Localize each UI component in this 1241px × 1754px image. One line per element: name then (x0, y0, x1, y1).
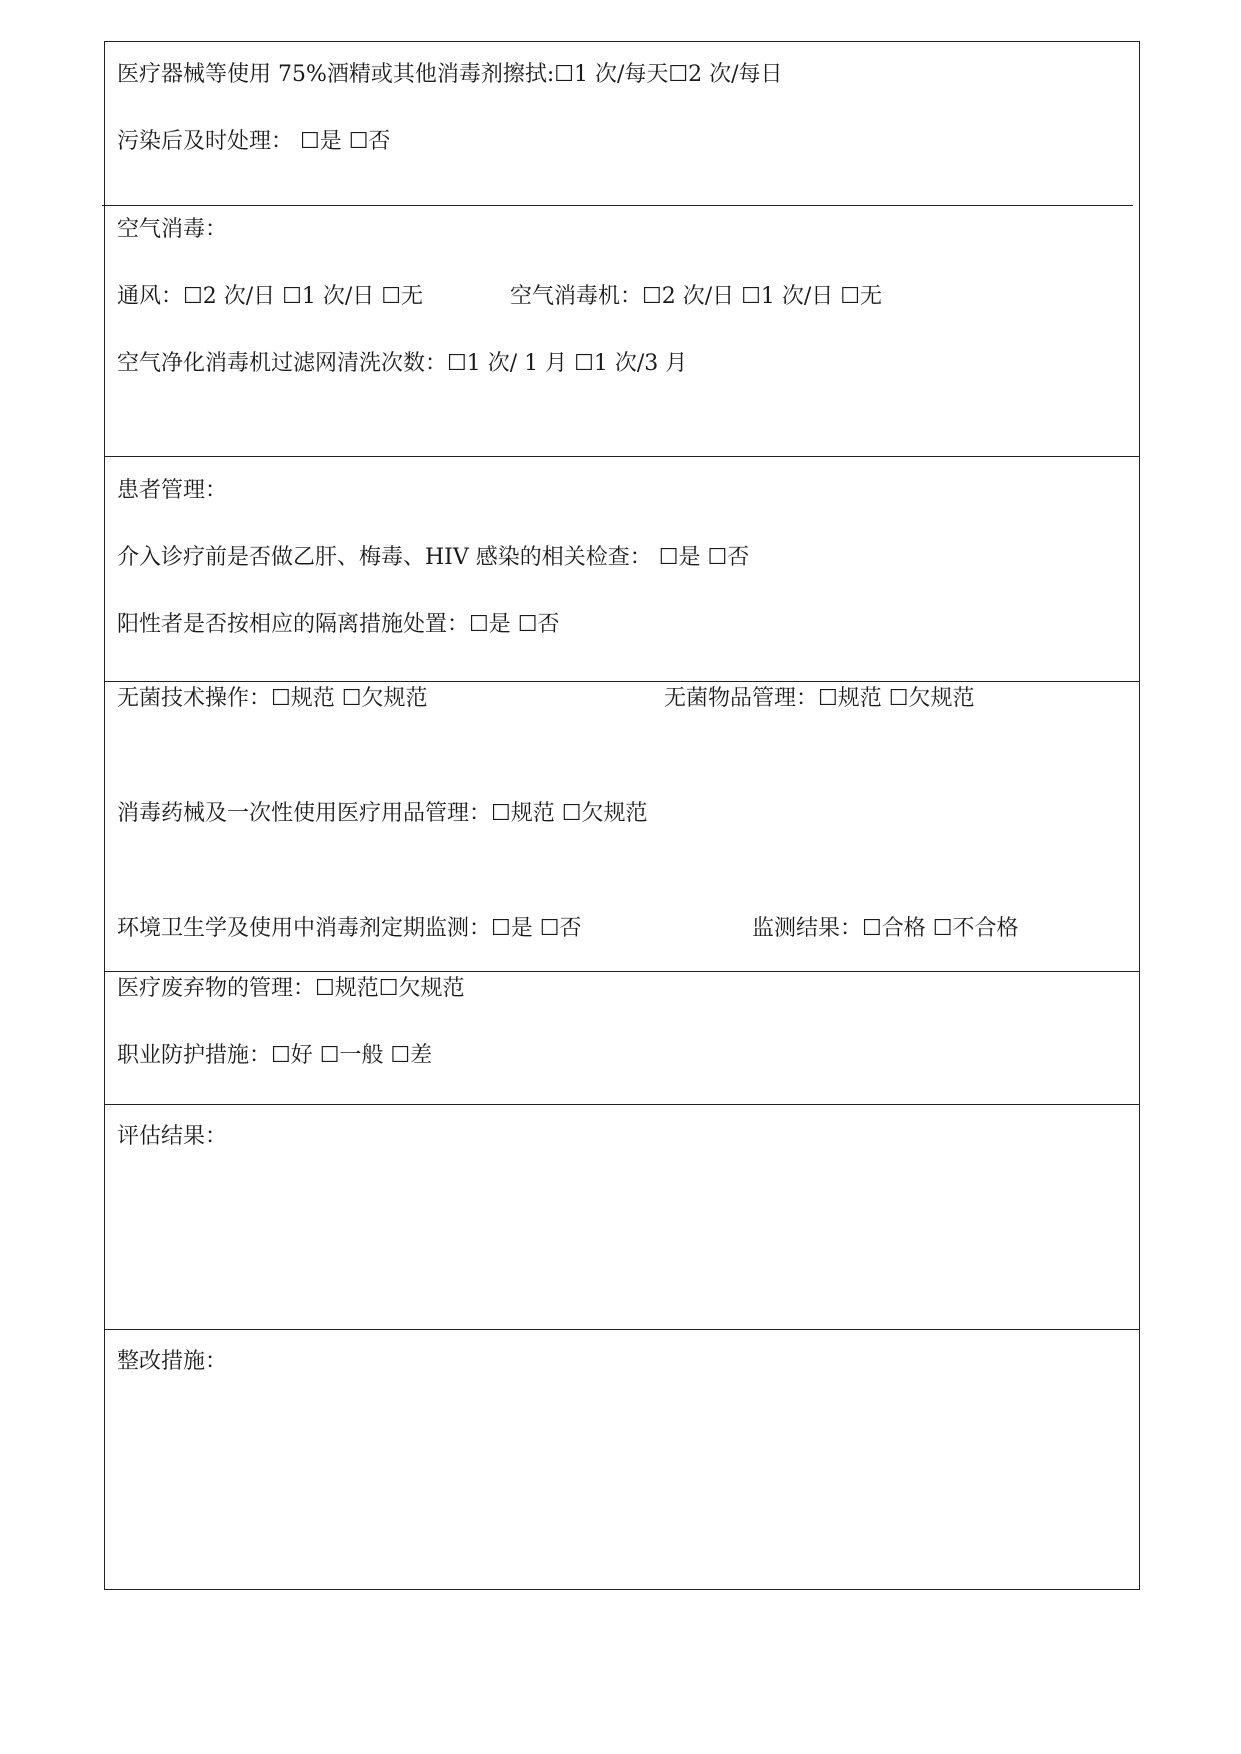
section-instrument-disinfection (105, 42, 1139, 207)
occupational-protection-line: 职业防护措施：☐好 ☐一般 ☐差 (117, 1043, 433, 1068)
isolation-measures-line: 阳性者是否按相应的隔离措施处置：☐是 ☐否 (117, 612, 560, 637)
infection-exam-line: 介入诊疗前是否做乙肝、梅毒、HIV 感染的相关检查： ☐是 ☐否 (117, 545, 750, 570)
section-aseptic-management (105, 682, 1139, 972)
contamination-handling-line: 污染后及时处理： ☐是 ☐否 (117, 129, 391, 154)
instrument-wipe-line: 医疗器械等使用 75%酒精或其他消毒剂擦拭:☐1 次/每天☐2 次/每日 (117, 62, 783, 87)
ventilation-options: 通风：☐2 次/日 ☐1 次/日 ☐无 (117, 284, 423, 309)
inspection-form-table (104, 41, 1140, 1590)
aseptic-items-options: 无菌物品管理：☐规范 ☐欠规范 (664, 686, 975, 711)
section-air-disinfection (105, 207, 1139, 457)
medical-waste-line: 医疗废弃物的管理：☐规范☐欠规范 (117, 976, 465, 1001)
air-disinfection-title: 空气消毒： (117, 217, 228, 242)
rectification-title: 整改措施： (117, 1349, 228, 1374)
monitoring-result-options: 监测结果：☐合格 ☐不合格 (752, 916, 1019, 941)
evaluation-result-title: 评估结果： (117, 1124, 228, 1149)
periodic-monitoring-options: 环境卫生学及使用中消毒剂定期监测：☐是 ☐否 (117, 916, 582, 941)
section-divider (102, 205, 1133, 206)
patient-management-title: 患者管理： (117, 478, 228, 503)
air-disinfector-options: 空气消毒机：☐2 次/日 ☐1 次/日 ☐无 (510, 284, 882, 309)
disposables-management-line: 消毒药械及一次性使用医疗用品管理：☐规范 ☐欠规范 (117, 801, 648, 826)
section-evaluation-result (105, 1105, 1139, 1330)
section-rectification (105, 1330, 1139, 1591)
section-waste-protection (105, 972, 1139, 1105)
section-patient-management (105, 457, 1139, 682)
filter-cleaning-line: 空气净化消毒机过滤网清洗次数：☐1 次/ 1 月 ☐1 次/3 月 (117, 351, 688, 376)
aseptic-technique-options: 无菌技术操作：☐规范 ☐欠规范 (117, 686, 428, 711)
